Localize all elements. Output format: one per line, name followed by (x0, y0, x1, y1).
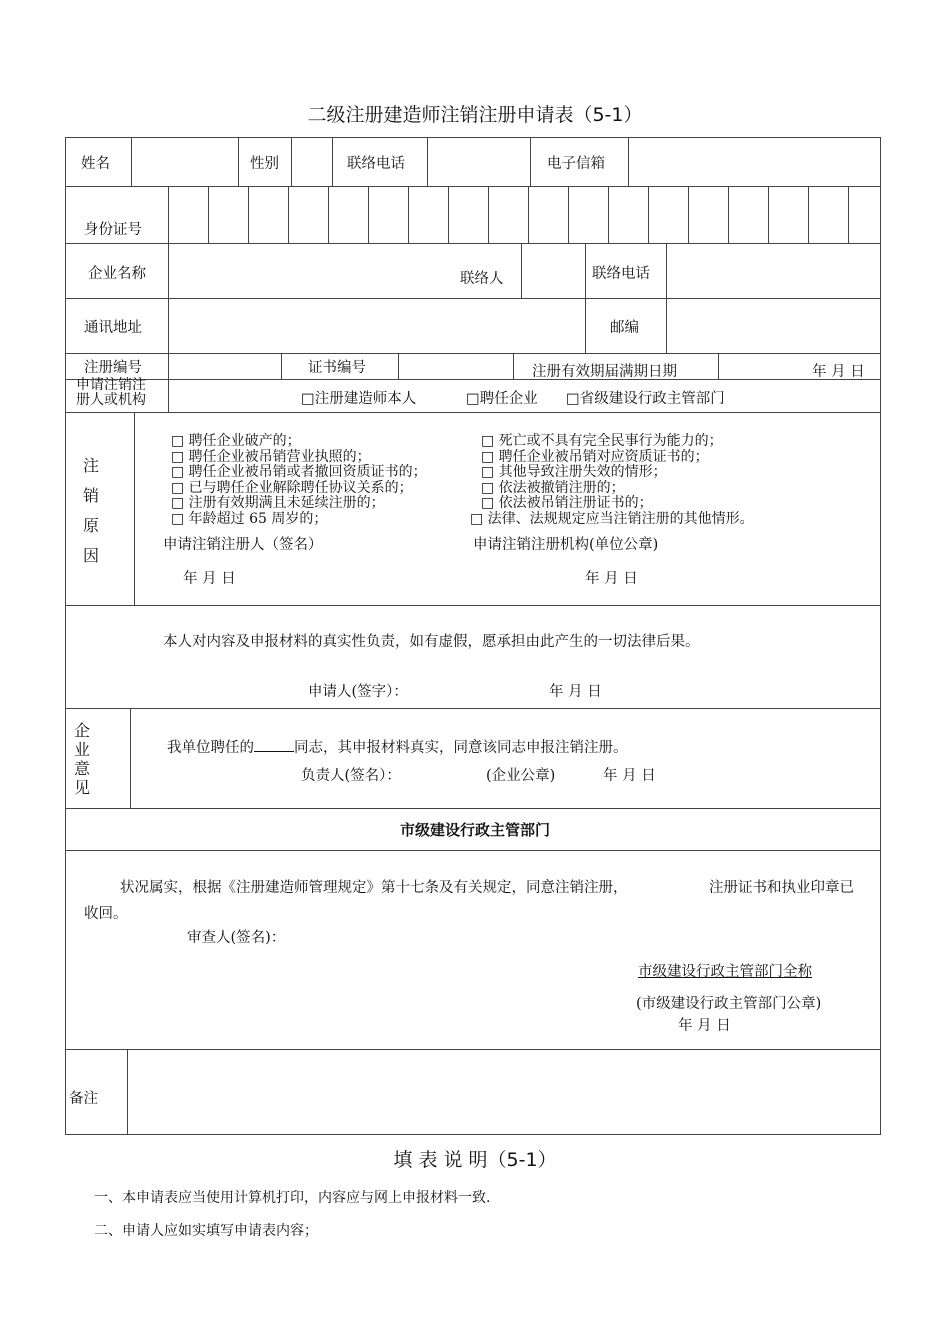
cert-number-field[interactable] (398, 353, 512, 377)
notes-title: 填 表 说 明（5-1） (393, 1149, 557, 1171)
email-label: 电子信箱 (547, 156, 605, 172)
col-divider (332, 138, 333, 186)
name-label: 姓名 (81, 156, 110, 172)
reg-number-field[interactable] (168, 353, 280, 377)
col-divider (281, 353, 282, 379)
company-seal-label: (企业公章) (486, 768, 556, 784)
city-dept-approval-text-end: 收回。 (84, 906, 128, 922)
agency-sign-date: 年 月 日 (585, 571, 638, 587)
reason-checkbox[interactable]: □ 聘任企业被吊销营业执照的； (171, 448, 371, 465)
row-divider (66, 850, 880, 851)
company-phone-label: 联络电话 (592, 266, 650, 282)
email-field[interactable] (628, 138, 880, 184)
declaration-text: 本人对内容及申报材料的真实性负责，如有虚假，愿承担由此产生的一切法律后果。 (163, 634, 700, 650)
reason-checkbox[interactable]: □ 已与聘任企业解除聘任协议关系的； (171, 479, 413, 496)
reasons-right-list (470, 433, 754, 527)
postcode-field[interactable] (666, 298, 880, 351)
contact-person-label: 联络人 (460, 271, 504, 287)
city-dept-date: 年 月 日 (678, 1018, 731, 1034)
reason-checkbox[interactable]: □ 聘任企业破产的； (171, 433, 301, 449)
expiry-label: 注册有效期届满期日期 (532, 364, 677, 380)
company-opinion-date: 年 月 日 (603, 768, 656, 784)
note-item: 一、本申请表应当使用计算机打印，内容应与网上申报材料一致. (94, 1190, 491, 1206)
city-dept-seal-label: (市级建设行政主管部门公章) (636, 996, 822, 1012)
expiry-date: 年 月 日 (812, 364, 865, 380)
row-divider (66, 412, 880, 413)
id-number-label: 身份证号 (84, 222, 142, 238)
applicant-signature-label: 申请注销注册人（签名） (163, 537, 323, 553)
applicant-sign-date: 年 月 日 (183, 571, 236, 587)
row-divider (66, 808, 880, 809)
company-opinion-label: 企 业 意 见 (73, 721, 90, 797)
option-provincial-dept[interactable]: □省级建设行政主管部门 (566, 391, 725, 407)
gender-field[interactable] (291, 138, 331, 184)
company-phone-field[interactable] (666, 243, 880, 296)
remarks-label: 备注 (69, 1091, 98, 1107)
address-label: 通讯地址 (84, 320, 142, 336)
form-title: 二级注册建造师注销注册申请表（5-1） (307, 104, 643, 126)
city-dept-approval-text: 状况属实，根据《注册建造师管理规定》第十七条及有关规定，同意注销注册， (120, 880, 628, 896)
col-divider (168, 379, 169, 412)
company-field[interactable] (168, 243, 520, 296)
col-divider (130, 708, 131, 808)
city-dept-full-name: 市级建设行政主管部门全称 (638, 964, 812, 980)
col-divider (530, 138, 531, 186)
note-item: 二、申请人应如实填写申请表内容； (94, 1223, 318, 1239)
col-divider (585, 298, 586, 353)
company-signer-label: 负责人(签名）： (301, 768, 401, 784)
option-self[interactable]: □注册建造师本人 (301, 391, 417, 407)
declaration-signer-label: 申请人(签字）： (308, 684, 408, 700)
col-divider (134, 412, 135, 605)
col-divider (513, 353, 514, 379)
gender-label: 性别 (250, 156, 279, 172)
phone-field[interactable] (427, 138, 529, 184)
row-divider (66, 605, 880, 606)
id-number-field[interactable] (168, 186, 880, 241)
company-opinion-text: 我单位聘任的 同志，其申报材料真实，同意该同志申报注销注册。 (167, 736, 628, 757)
option-employer[interactable]: □聘任企业 (466, 391, 538, 407)
address-field[interactable] (168, 298, 584, 351)
reason-checkbox[interactable]: □ 注册有效期满且未延续注册的； (171, 495, 385, 511)
name-field[interactable] (131, 138, 237, 184)
reason-checkbox[interactable]: □ 依法被撤销注册的； (481, 479, 625, 496)
declaration-date: 年 月 日 (549, 684, 602, 700)
reason-checkbox[interactable]: □ 法律、法规规定应当注销注册的其他情形。 (470, 510, 754, 527)
col-divider (521, 243, 522, 298)
city-dept-header: 市级建设行政主管部门 (399, 821, 550, 839)
city-dept-approval-text-cont: 注册证书和执业印章已 (709, 880, 854, 896)
reason-checkbox[interactable]: □ 年龄超过 65 周岁的； (171, 510, 328, 527)
remarks-field[interactable] (128, 1050, 880, 1134)
applicant-type-label: 申请注销注 册人或机构 (76, 377, 146, 408)
reg-number-label: 注册编号 (84, 360, 142, 376)
postcode-label: 邮编 (610, 320, 639, 336)
reasons-label: 注 销 原 因 (82, 456, 99, 565)
row-divider (66, 379, 880, 380)
reason-checkbox[interactable]: □ 死亡或不具有完全民事行为能力的； (481, 433, 723, 449)
col-divider (238, 138, 239, 186)
reason-checkbox[interactable]: □ 其他导致注册失效的情形； (481, 464, 667, 480)
row-divider (66, 708, 880, 709)
phone-label: 联络电话 (347, 156, 405, 172)
reason-checkbox[interactable]: □ 依法被吊销注册证书的； (481, 495, 653, 511)
cert-number-label: 证书编号 (308, 360, 366, 376)
reason-checkbox[interactable]: □ 聘任企业被吊销或者撤回资质证书的； (171, 464, 427, 480)
reasons-left-list (171, 434, 427, 527)
engineer-name-blank[interactable] (254, 737, 294, 752)
reviewer-signature-label: 审查人(签名)： (187, 930, 286, 946)
contact-person-field[interactable] (585, 243, 665, 296)
company-label: 企业名称 (88, 266, 146, 282)
reason-checkbox[interactable]: □ 聘任企业被吊销对应资质证书的； (481, 448, 709, 465)
col-divider (718, 353, 719, 379)
agency-seal-label: 申请注销注册机构(单位公章) (473, 537, 659, 553)
